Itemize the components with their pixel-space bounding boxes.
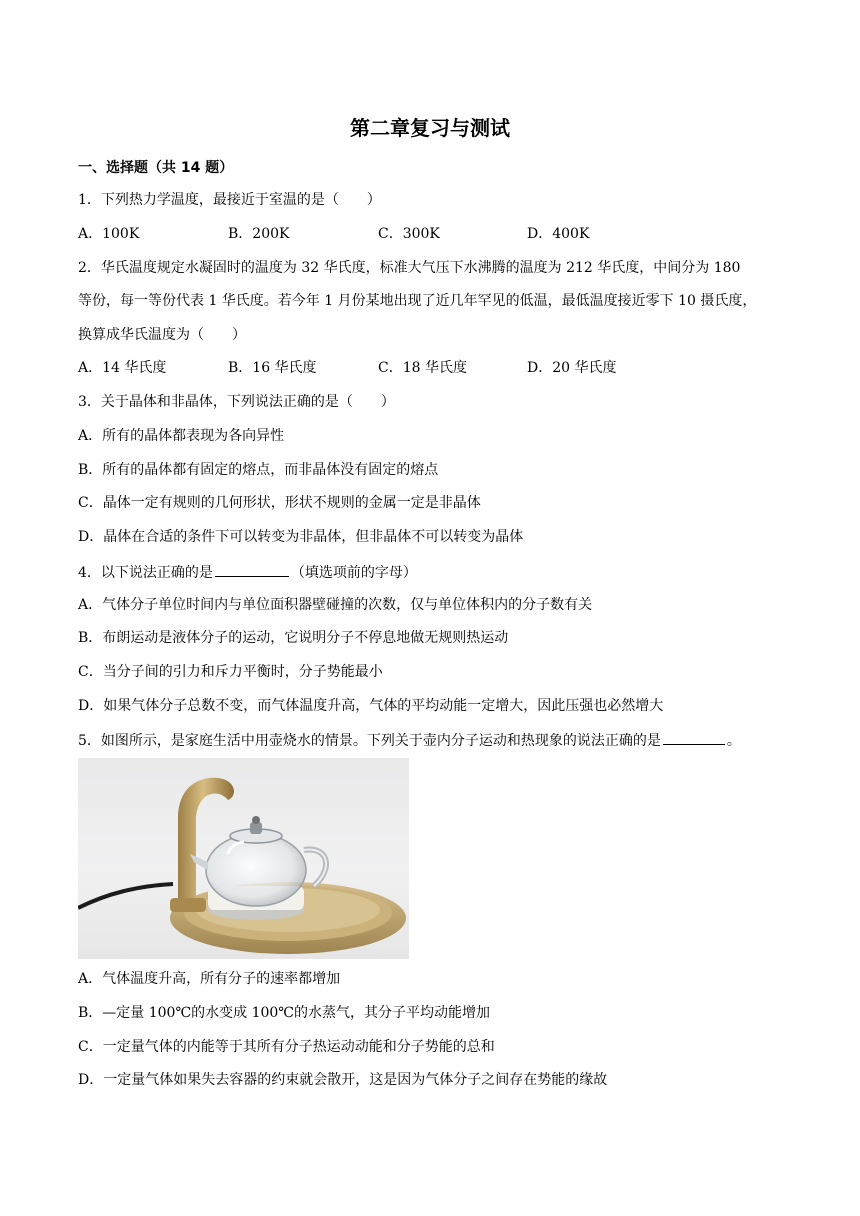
question-3-option-c: C．晶体一定有规则的几何形状，形状不规则的金属一定是非晶体 xyxy=(78,495,481,511)
question-5-stem-text: 5．如图所示，是家庭生活中用壶烧水的情景。下列关于壶内分子运动和热现象的说法正确的是 xyxy=(78,733,661,749)
option-c: C．300K xyxy=(378,226,440,242)
page-title: 第二章复习与测试 xyxy=(350,116,510,140)
question-5-stem xyxy=(78,729,788,751)
question-4-stem-text: 4．以下说法正确的是 xyxy=(78,565,213,581)
answer-blank xyxy=(663,729,725,745)
kettle-photo xyxy=(78,758,409,959)
option-c: C．18 华氏度 xyxy=(378,360,467,376)
section-heading: 一、选择题（共 14 题） xyxy=(78,160,234,176)
option-b: B．16 华氏度 xyxy=(228,360,317,376)
question-2-stem-line-3: 换算成华氏温度为（ ） xyxy=(78,327,246,343)
question-3-stem: 3．关于晶体和非晶体，下列说法正确的是（ ） xyxy=(78,394,395,410)
question-1-stem: 1．下列热力学温度，最接近于室温的是（ ） xyxy=(78,192,381,208)
option-d: D．20 华氏度 xyxy=(527,360,617,376)
question-5-option-a: A．气体温度升高，所有分子的速率都增加 xyxy=(78,971,341,987)
question-3-option-a: A．所有的晶体都表现为各向异性 xyxy=(78,428,285,444)
question-5-stem-suffix: 。 xyxy=(726,733,741,749)
question-3-option-b: B．所有的晶体都有固定的熔点，而非晶体没有固定的熔点 xyxy=(78,462,439,478)
question-4-option-a: A．气体分子单位时间内与单位面积器壁碰撞的次数，仅与单位体积内的分子数有关 xyxy=(78,597,593,613)
question-2-stem-line-2: 等份，每一等份代表 1 华氏度。若今年 1 月份某地出现了近几年罕见的低温，最低温度接近零下 10 摄氏度， xyxy=(78,293,757,309)
question-3-option-d: D．晶体在合适的条件下可以转变为非晶体，但非晶体不可以转变为晶体 xyxy=(78,529,524,545)
question-4-stem-suffix: （填选项前的字母） xyxy=(290,565,417,581)
option-a: A．14 华氏度 xyxy=(78,360,167,376)
question-4-option-c: C．当分子间的引力和斥力平衡时，分子势能最小 xyxy=(78,664,383,680)
question-4-option-d: D．如果气体分子总数不变，而气体温度升高，气体的平均动能一定增大，因此压强也必然增大 xyxy=(78,698,664,714)
option-a: A．100K xyxy=(78,226,140,242)
answer-blank xyxy=(215,561,289,577)
question-5-option-c: C．一定量气体的内能等于其所有分子热运动动能和分子势能的总和 xyxy=(78,1039,495,1055)
question-4-stem xyxy=(78,561,788,583)
question-5-option-d: D．一定量气体如果失去容器的约束就会散开，这是因为气体分子之间存在势能的缘故 xyxy=(78,1072,608,1088)
question-5-option-b: B．—定量 100℃的水变成 100℃的水蒸气，其分子平均动能增加 xyxy=(78,1005,490,1021)
option-b: B．200K xyxy=(228,226,290,242)
question-2-stem-line-1: 2．华氏温度规定水凝固时的温度为 32 华氏度，标准大气压下水沸腾的温度为 212 华氏度，中间分为 180 xyxy=(78,260,741,276)
question-4-option-b: B．布朗运动是液体分子的运动，它说明分子不停息地做无规则热运动 xyxy=(78,630,509,646)
option-d: D．400K xyxy=(527,226,590,242)
